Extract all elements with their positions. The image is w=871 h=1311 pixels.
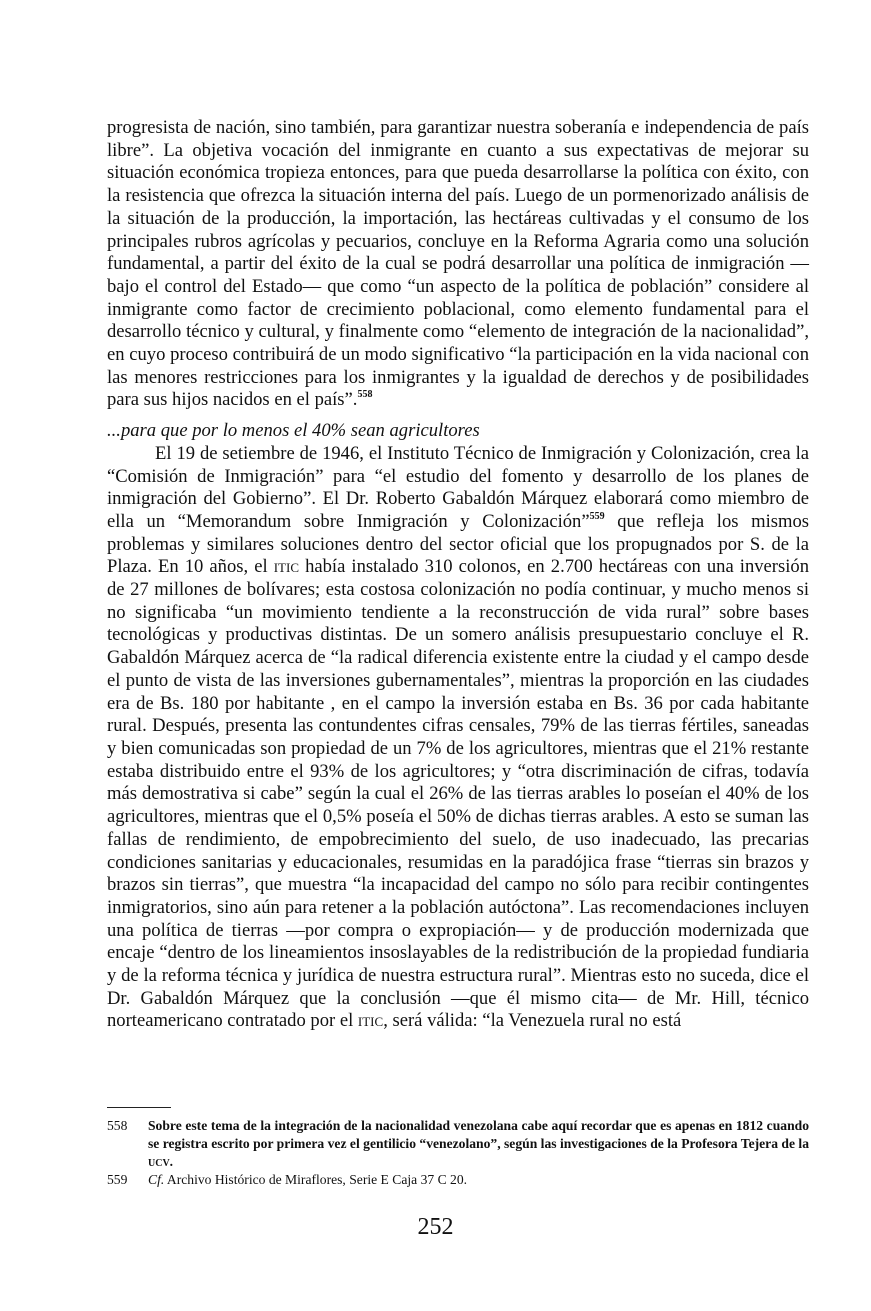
paragraph-text: , será válida: “la Venezuela rural no está xyxy=(383,1010,682,1032)
page-number: 252 xyxy=(417,1214,454,1240)
footnote-text xyxy=(148,1117,809,1171)
footnote-prefix: Cf. xyxy=(148,1172,165,1187)
footnote-text-body: Archivo Histórico de Miraflores, Serie E Caja 37 C 20. xyxy=(164,1172,468,1187)
footnote-reference[interactable]: 559 xyxy=(589,510,605,522)
paragraph-text: había instalado 310 colonos, en 2.700 hectáreas con una inversión de 27 millones de bolívares; esta costosa colonización no podía continuar, y mucho menos si no significaba “un movimiento tendiente a la reconstrucción de vida rural” sobre bases tecnológicas y productivas distintas. De un somero análisis presupuestario concluye el R. Gabaldón Márquez acerca de “la radical diferencia existente entre la ciudad y el campo desde el punto de vista de las inversiones gubernamentales”, mientras la proporción en las ciudades era de Bs. 180 por habitante , en el campo la inversión estaba en Bs. 36 por cada habitante rural. Después, presenta las contundentes cifras censales, 79% de las tierras fértiles, saneadas y bien comunicadas son propiedad de un 7% de los agricultores, mientras que el 21% restante estaba distribuido entre el 93% de los agricultores; y “otra discriminación de cifras, todavía más demostrativa si cabe” según la cual el 26% de las tierras arables lo poseían el 40% de los agricultores, mientras que el 0,5% poseía el 50% de dichas tierras arables. A esto se suman las fallas de rendimiento, de empobrecimiento del suelo, de uso inadecuado, las precarias condiciones sanitarias y educacionales, resumidas en la paradójica frase “tierras sin brazos y brazos sin tierras”, que muestra “la incapacidad del campo no sólo para recibir contingentes inmigratorios, sino aún para retener a la población autóctona”. Las recomendaciones incluyen una política de tierras —por compra o expropiación— y de producción modernizada que encaje “dentro de los lineamientos insoslayables de la redistribución de la propiedad fundiaria y de la reforma técnica y jurídica de nuestra estructura rural”. Mientras esto no suceda, dice el Dr. Gabaldón Márquez que la conclusión —que él mismo cita— de Mr. Hill, técnico norteamericano contratado por el xyxy=(107,556,809,1032)
page-body xyxy=(107,117,809,1033)
footnote-divider xyxy=(107,1107,171,1108)
paragraph-text: que refleja los mismos problemas y similares soluciones dentro del sector oficial que los propugnados por S. de la Plaza. En 10 años, el xyxy=(107,510,809,578)
section-heading: ...para que por lo menos el 40% sean agricultores xyxy=(107,420,480,442)
abbreviation: itic xyxy=(357,1010,384,1032)
footnote-text-end: . xyxy=(169,1154,174,1169)
footnotes-section xyxy=(107,1107,809,1189)
paragraph-text: progresista de nación, sino también, para garantizar nuestra soberanía e independencia de país libre”. La objetiva vocación del inmigrante en cuanto a sus expectativas de mejorar su situación económica tropieza entonces, para que pueda desarrollarse la política con éxito, con la resistencia que ofrezca la situación interna del país. Luego de un pormenorizado análisis de la situación de la producción, la importación, las hectáreas cultivadas y el consumo de los principales rubros agrícolas y pecuarios, concluye en la Reforma Agraria como una solución fundamental, a partir del éxito de la cual se podrá desarrollar una política de inmigración —bajo el control del Estado— que como “un aspecto de la política de población” considere al inmigrante como factor de crecimiento poblacional, como elemento fundamental para el desarrollo técnico y cultural, y finalmente como “elemento de integración de la nacionalidad”, en cuyo proceso contribuirá de un modo significativo “la participación en la vida nacional con las menores restricciones para los inmigrantes y la igualdad de derechos y de posibilidades para sus hijos nacidos en el país”. xyxy=(107,117,809,411)
footnote xyxy=(107,1117,809,1171)
paragraph xyxy=(107,117,809,412)
footnote-reference[interactable]: 558 xyxy=(357,389,373,401)
footnote-text xyxy=(148,1171,809,1189)
abbreviation: itic xyxy=(273,556,299,578)
footnote xyxy=(107,1171,809,1189)
paragraph xyxy=(107,443,809,1033)
footnote-number: 559 xyxy=(107,1172,128,1187)
footnote-number: 558 xyxy=(107,1118,128,1133)
footnote-text-body: Sobre este tema de la integración de la nacionalidad venezolana cabe aquí recordar que es apenas en 1812 cuando se registra escrito por primera vez el gentilicio “venezolano”, según las investigaciones de la Profesora Tejera de la xyxy=(148,1118,809,1151)
paragraph-text: El 19 de setiembre de 1946, el Instituto Técnico de Inmigración y Colonización, crea la “Comisión de Inmigración” para “el estudio del fomento y desarrollo de los planes de inmigración del Gobierno”. El Dr. Roberto Gabaldón Márquez elaborará como miembro de ella un “Memorandum sobre Inmigración y Colonización” xyxy=(107,442,809,532)
abbreviation: ucv xyxy=(148,1154,170,1169)
